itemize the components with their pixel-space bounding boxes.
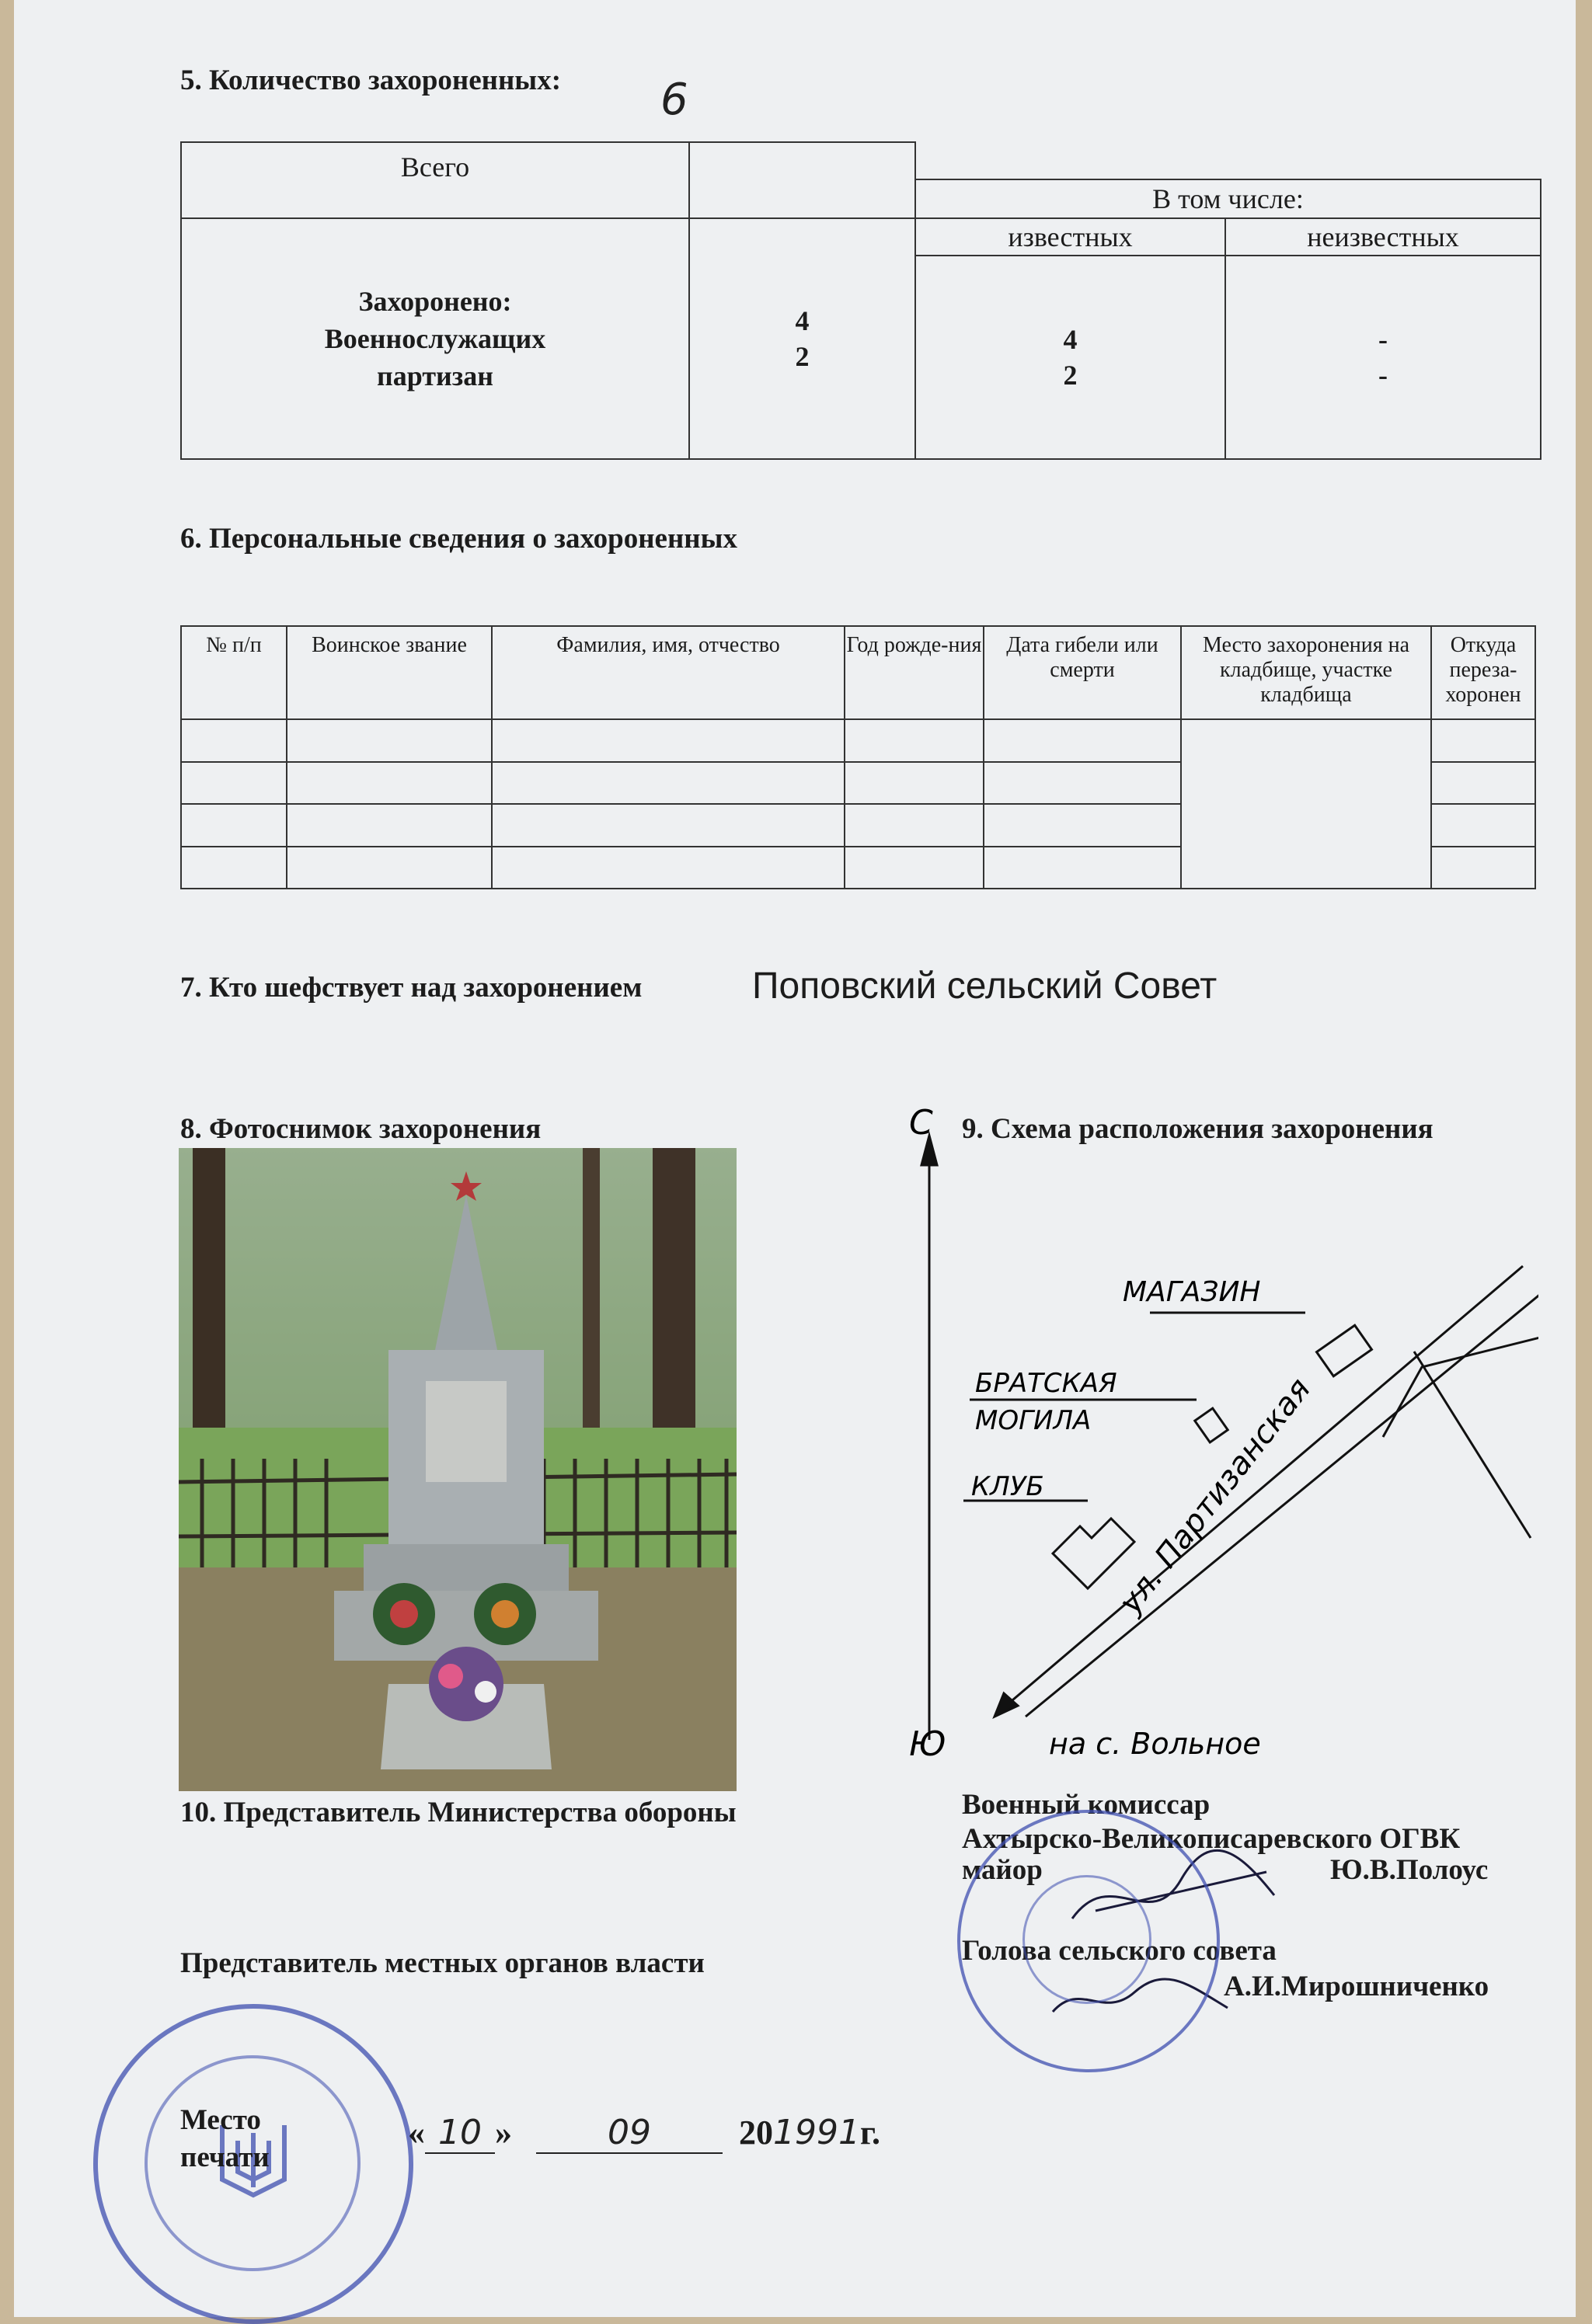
road-branch <box>1414 1352 1531 1538</box>
grave-building <box>1195 1408 1228 1442</box>
date-suffix: г. <box>859 2114 881 2152</box>
club-building <box>1053 1519 1134 1588</box>
street-line-1 <box>1002 1266 1523 1709</box>
total-value-partisans: 2 <box>795 341 810 372</box>
header-rank: Воинское звание <box>287 626 492 719</box>
known-header: известных <box>915 218 1225 256</box>
unknown-header: неизвестных <box>1225 218 1541 256</box>
section10-title: 10. Представитель Министерства обороны <box>180 1797 737 1828</box>
unknown-value-soldiers: - <box>1378 324 1388 355</box>
col-total-header: Всего <box>181 142 689 218</box>
local-authority-title: Представитель местных органов власти <box>180 1947 705 1979</box>
date-year-handwritten: 1991 <box>773 2113 860 2152</box>
commissar-position: Военный комиссар <box>962 1789 1211 1821</box>
table-row <box>181 719 1535 761</box>
unknown-values <box>1225 256 1541 459</box>
monument-photo-image <box>179 1148 737 1791</box>
grave-label-2: МОГИЛА <box>975 1405 1092 1436</box>
known-values <box>915 256 1225 459</box>
date-quote-close: » <box>495 2114 512 2152</box>
north-label: С <box>909 1103 933 1143</box>
header-number: № п/п <box>181 626 287 719</box>
head-position: Голова сельского совета <box>962 1935 1277 1967</box>
known-value-soldiers: 4 <box>1063 324 1078 355</box>
direction-arrow <box>995 1693 1018 1717</box>
header-birth-year: Год рожде-ния <box>845 626 984 719</box>
section5-title: 5. Количество захороненных: <box>180 64 562 96</box>
date-quote-open: « <box>408 2114 425 2152</box>
including-header: В том числе: <box>915 179 1541 218</box>
commissar-rank: майор <box>962 1854 1043 1886</box>
street-line-2 <box>1026 1289 1538 1717</box>
section5-handwritten-count: 6 <box>660 75 688 125</box>
section9-title: 9. Схема расположения захоронения <box>962 1113 1433 1145</box>
unknown-value-partisans: - <box>1378 360 1388 391</box>
header-burial-place: Место захоронения на кладбище, участке кладбища <box>1181 626 1431 719</box>
place-label-1: Место <box>180 2104 261 2136</box>
header-full-name: Фамилия, имя, отчество <box>492 626 845 719</box>
date-year-prefix: 20 <box>739 2114 773 2152</box>
street-label: ул. Партизанская <box>1112 1371 1319 1621</box>
direction-label: на с. Вольное <box>1049 1727 1261 1761</box>
commissar-name: Ю.В.Полоус <box>1330 1854 1489 1886</box>
shop-label: МАГАЗИН <box>1123 1276 1261 1308</box>
commissar-office: Ахтырско-Великописаревского ОГВК <box>962 1823 1461 1855</box>
col-empty-header <box>689 142 915 218</box>
date-line <box>408 2113 880 2154</box>
road-curve <box>1383 1336 1538 1437</box>
military-stamp <box>957 1810 1220 2072</box>
grave-label-1: БРАТСКАЯ <box>975 1368 1117 1399</box>
known-value-partisans: 2 <box>1063 360 1078 391</box>
total-value-soldiers: 4 <box>795 305 810 336</box>
date-month: 09 <box>536 2113 723 2154</box>
row-labels <box>181 218 689 459</box>
header-death-date: Дата гибели или смерти <box>984 626 1181 719</box>
stamp-place-label <box>180 2102 270 2176</box>
personal-info-table <box>180 625 1536 889</box>
total-values <box>689 218 915 459</box>
header-reburied-from: Откуда переза-хоронен <box>1431 626 1535 719</box>
military-stamp-inner <box>1022 1875 1151 2004</box>
section7-value: Поповский сельский Совет <box>752 965 1218 1007</box>
south-label: Ю <box>909 1724 946 1764</box>
row-label-partisans: партизан <box>377 360 493 391</box>
club-label: КЛУБ <box>971 1471 1044 1502</box>
place-label-2: печати <box>180 2141 270 2173</box>
section8-title: 8. Фотоснимок захоронения <box>180 1113 542 1145</box>
row-label-soldiers: Военнослужащих <box>324 323 546 354</box>
location-scheme <box>901 1103 1538 1786</box>
row-label-buried: Захоронено: <box>358 286 512 317</box>
section6-title: 6. Персональные сведения о захороненных <box>180 523 737 555</box>
section7-title: 7. Кто шефствует над захоронением <box>180 972 643 1004</box>
burial-count-table <box>180 141 1541 460</box>
head-name: А.И.Мирошниченко <box>1224 1971 1489 2002</box>
date-day: 10 <box>425 2113 495 2154</box>
shop-building <box>1317 1325 1372 1376</box>
burial-photo <box>179 1148 737 1791</box>
spacer-top <box>915 142 1541 179</box>
